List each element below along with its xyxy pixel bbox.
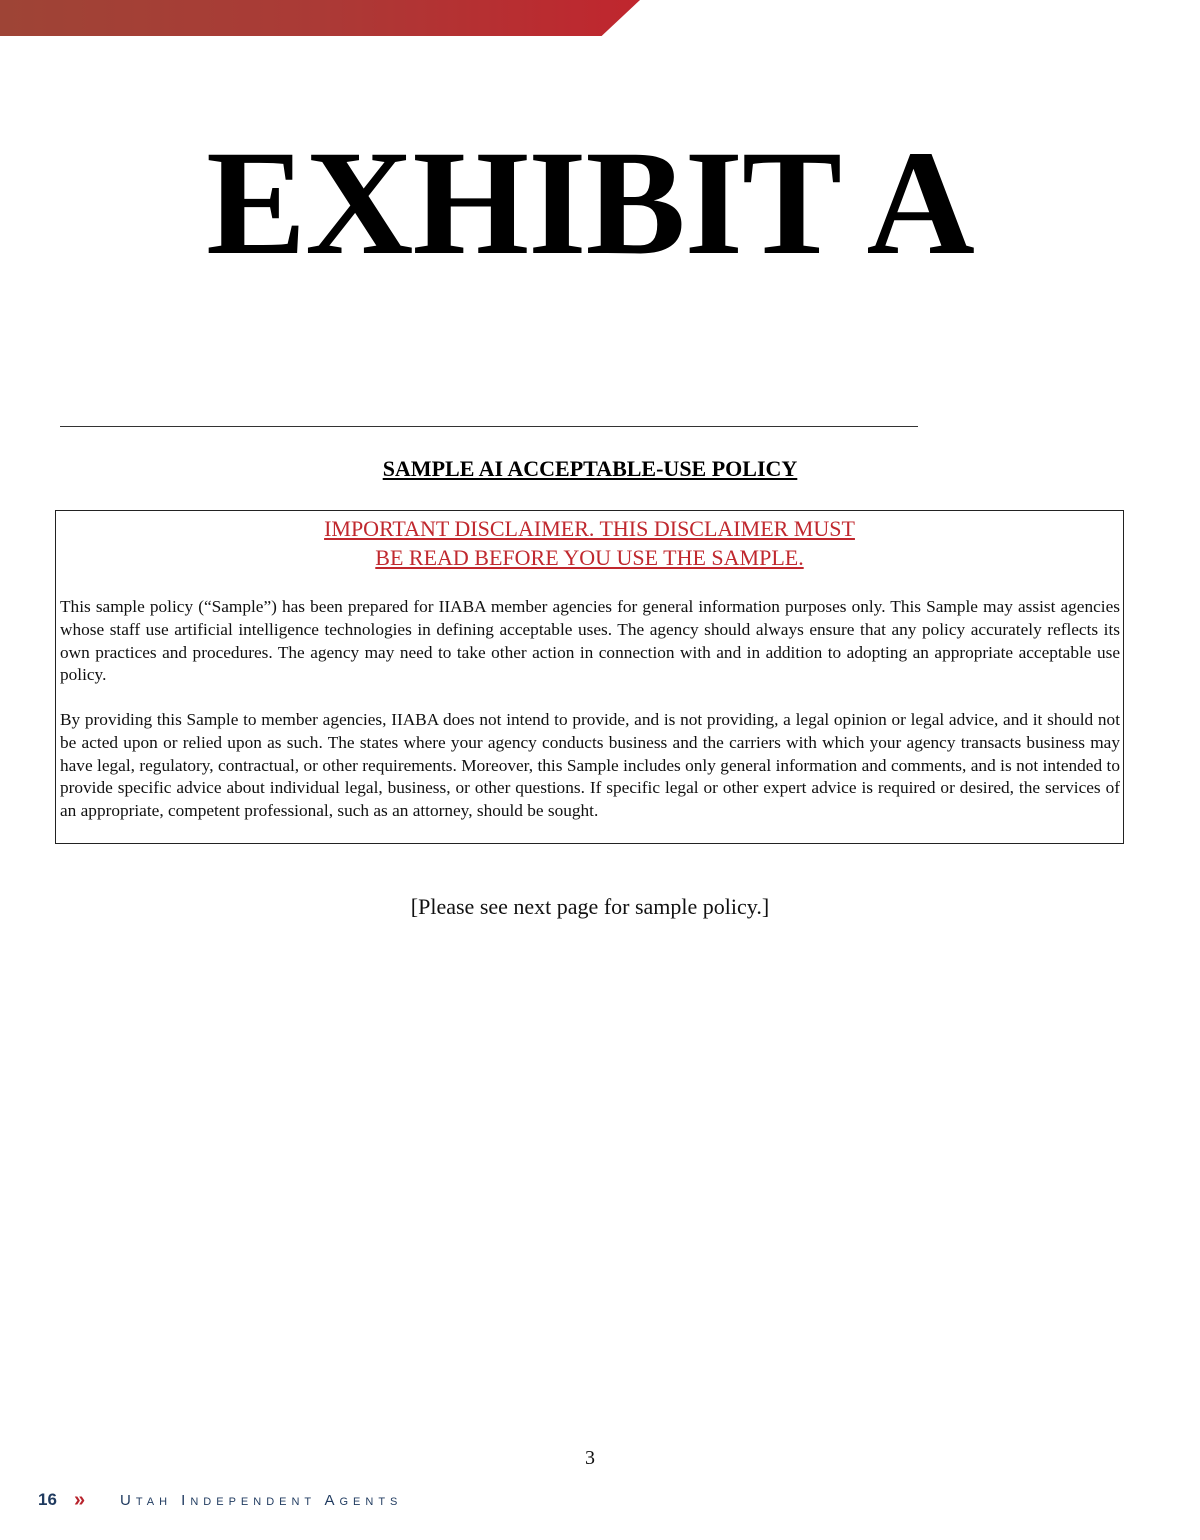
- footer-page-number: 16: [38, 1490, 57, 1509]
- disclaimer-paragraph-2: By providing this Sample to member agencies, IIABA does not intend to provide, and is not providing, a legal opinion or legal advice, and it should not be acted upon or relied upon as such. The states where your agency conducts business and the carriers with which your agency transacts business may have legal, regulatory, contractual, or other requirements. Moreover, this Sample includes only general information and comments, and is not intended to provide specific advice about individual legal, business, or other questions. If specific legal or other expert advice is required or desired, the services of an appropriate, competent professional, such as an attorney, should be sought.: [60, 710, 1120, 821]
- policy-heading: SAMPLE AI ACCEPTABLE-USE POLICY: [382, 456, 798, 481]
- disclaimer-title-line2: BE READ BEFORE YOU USE THE SAMPLE.: [375, 545, 804, 570]
- disclaimer-box: [55, 510, 1124, 844]
- see-next-page-note: [Please see next page for sample policy.]: [410, 894, 770, 919]
- horizontal-rule: [60, 426, 918, 427]
- disclaimer-title: [56, 514, 1123, 572]
- exhibit-title: EXHIBIT A: [206, 120, 974, 286]
- footer-publication-name: Utah Independent Agents: [120, 1492, 403, 1509]
- disclaimer-paragraph-1: This sample policy (“Sample”) has been prepared for IIABA member agencies for general information purposes only. This Sample may assist agencies whose staff use artificial intelligence technologies in defining acceptable uses. The agency should always ensure that any policy accurately reflects its own practices and procedures. The agency may need to take other action in connection with and in addition to adopting an appropriate acceptable use policy.: [60, 597, 1120, 685]
- top-banner: [0, 0, 640, 36]
- double-chevron-right-icon: »: [74, 1489, 86, 1511]
- page-number: 3: [585, 1447, 595, 1469]
- disclaimer-title-line1: IMPORTANT DISCLAIMER. THIS DISCLAIMER MUST: [324, 516, 855, 541]
